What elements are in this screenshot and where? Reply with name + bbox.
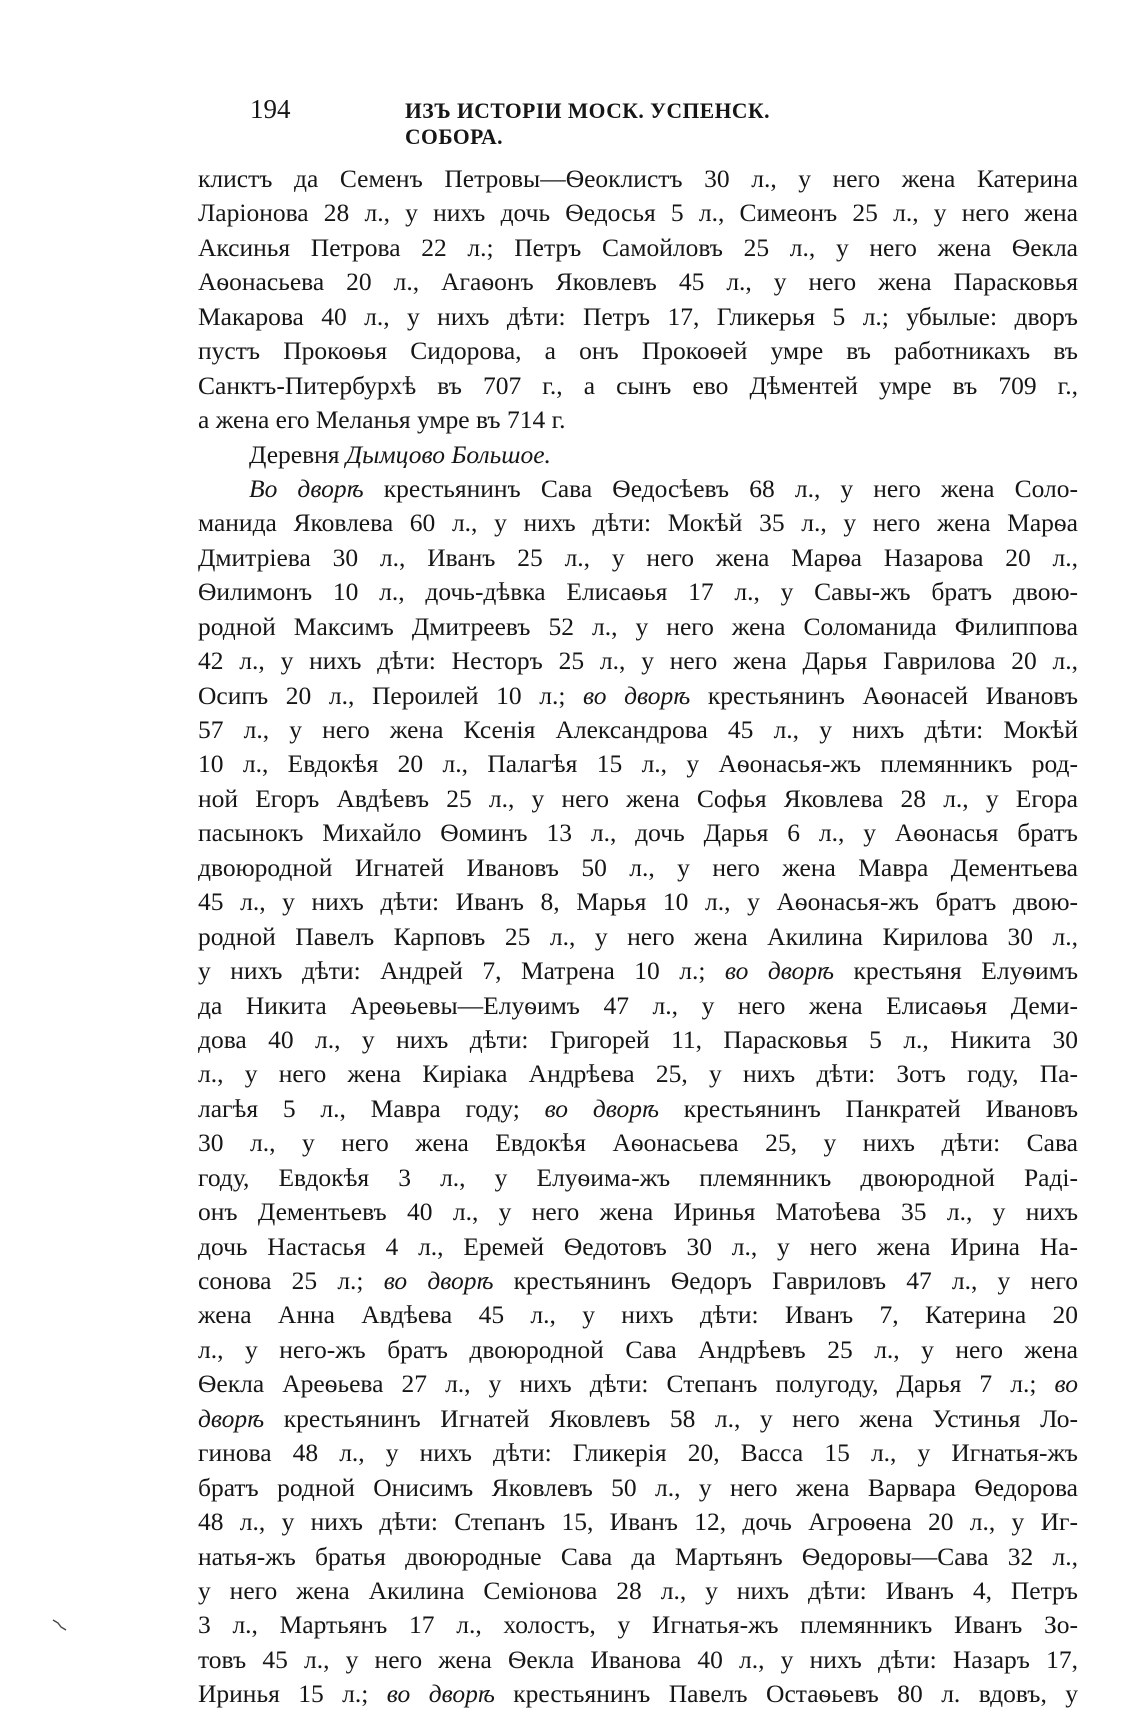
text-line	[198, 885, 1078, 919]
text-line	[198, 1092, 1078, 1126]
italic-phrase: дворѣ	[198, 1403, 265, 1433]
text-line	[198, 403, 1078, 437]
text-line	[198, 575, 1078, 609]
text-line	[198, 541, 1078, 575]
text-line	[198, 644, 1078, 678]
text-line	[198, 196, 1078, 230]
text-line	[198, 1574, 1078, 1608]
text-line-content: 42 л., у нихъ дѣти: Несторъ 25 л., у него жена Дарья Гаврилова 20 л.,	[198, 646, 1078, 676]
text-line-content: крестьянинъ Сава Ѳедосѣевъ 68 л., у него жена Соло-	[363, 473, 1078, 503]
text-line-content: у него жена Акилина Семіонова 28 л., у нихъ дѣти: Иванъ 4, Петръ	[198, 1575, 1078, 1605]
text-line-content: Ѳилимонъ 10 л., дочь-дѣвка Елисаѳья 17 л., у Савы-жъ братъ двою-	[198, 577, 1078, 607]
text-line	[198, 1161, 1078, 1195]
text-line-content: манида Яковлева 60 л., у нихъ дѣти: Мокѣй 35 л., у него жена Марѳа	[198, 508, 1078, 538]
text-line	[198, 747, 1078, 781]
text-line	[198, 1126, 1078, 1160]
italic-phrase: во	[1054, 1369, 1078, 1399]
text-line	[198, 369, 1078, 403]
text-line	[198, 989, 1078, 1023]
text-line	[198, 1195, 1078, 1229]
text-line-content: двоюродной Игнатей Ивановъ 50 л., у него жена Мавра Дементьева	[198, 852, 1078, 882]
text-line-content: братъ родной Онисимъ Яковлевъ 50 л., у него жена Варвара Ѳедорова	[198, 1472, 1078, 1502]
text-line-content: лагѣя 5 л., Мавра году;	[198, 1093, 545, 1123]
text-line-content: ной Егоръ Авдѣевъ 25 л., у него жена Софья Яковлева 28 л., у Егора	[198, 783, 1078, 813]
text-line	[198, 1643, 1078, 1677]
text-line-content: крестьянинъ Игнатей Яковлевъ 58 л., у него жена Устинья Ло-	[264, 1403, 1078, 1433]
text-line	[198, 851, 1078, 885]
text-line	[198, 300, 1078, 334]
text-line-content: пустъ Прокоѳья Сидорова, а онъ Прокоѳей умре въ работникахъ въ	[198, 336, 1078, 366]
text-line-content: Иринья 15 л.;	[198, 1679, 387, 1709]
text-line-content: Макарова 40 л., у нихъ дѣти: Петръ 17, Гликерья 5 л.; убылые: дворъ	[198, 301, 1078, 331]
text-line	[198, 506, 1078, 540]
text-line-content: гинова 48 л., у нихъ дѣти: Гликерія 20, Васса 15 л., у Игнатья-жъ	[198, 1438, 1078, 1468]
text-line-content: родной Павелъ Карповъ 25 л., у него жена Акилина Кирилова 30 л.,	[198, 921, 1078, 951]
text-line-content: л., у него жена Киріака Андрѣева 25, у нихъ дѣти: Зотъ году, Па-	[198, 1059, 1078, 1089]
text-line	[198, 713, 1078, 747]
text-line	[198, 472, 1078, 506]
italic-phrase: во дворѣ	[583, 680, 691, 710]
text-line-content: 48 л., у нихъ дѣти: Степанъ 15, Иванъ 12, дочь Агроѳена 20 л., у Иг-	[198, 1507, 1078, 1537]
text-line	[198, 1264, 1078, 1298]
page-number: 194	[250, 94, 291, 124]
text-line-content: крестьянинъ Ѳедоръ Гавриловъ 47 л., у него	[493, 1266, 1078, 1295]
text-line-content: 3 л., Мартьянъ 17 л., холостъ, у Игнатья-жъ племянникъ Иванъ Зо-	[198, 1610, 1078, 1640]
text-line-content: натья-жъ братья двоюродные Сава да Мартьянъ Ѳедоровы—Сава 32 л.,	[198, 1541, 1078, 1571]
text-line-content: Аксинья Петрова 22 л.; Петръ Самойловъ 25 л., у него жена Ѳекла	[198, 232, 1078, 262]
text-line-content: крестьянинъ Панкратей Ивановъ	[658, 1093, 1079, 1123]
text-line	[198, 816, 1078, 850]
text-line	[198, 1333, 1078, 1367]
text-line-content: онъ Дементьевъ 40 л., у него жена Иринья Матоѣева 35 л., у нихъ	[198, 1197, 1078, 1227]
text-line	[198, 1298, 1078, 1332]
text-line-content: Аѳонасьева 20 л., Агаѳонъ Яковлевъ 45 л., у него жена Парасковья	[198, 267, 1078, 297]
text-line-content: году, Евдокѣя 3 л., у Елуѳима-жъ племянникъ двоюродной Раді-	[198, 1162, 1078, 1192]
text-line-content: дова 40 л., у нихъ дѣти: Григорей 11, Парасковья 5 л., Никита 30	[198, 1024, 1078, 1054]
running-head: ИЗЪ ИСТОРІИ МОСК. УСПЕНСК. СОБОРА.	[405, 98, 770, 149]
body-text	[198, 162, 1078, 1712]
text-line	[198, 679, 1078, 713]
text-line-content: а жена его Меланья умре въ 714 г.	[198, 405, 566, 435]
text-line	[198, 1057, 1078, 1091]
text-line	[198, 1402, 1078, 1436]
text-line-content: да Никита Ареѳьевы—Елуѳимъ 47 л., у него жена Елисаѳья Деми-	[198, 990, 1078, 1020]
text-line-content: Деревня	[249, 439, 346, 469]
text-line	[198, 1608, 1078, 1642]
text-line	[198, 782, 1078, 816]
text-line	[198, 265, 1078, 299]
text-line	[198, 1436, 1078, 1470]
italic-phrase: во дворѣ	[383, 1266, 494, 1295]
text-line	[198, 1230, 1078, 1264]
text-line-content: клистъ да Семенъ Петровы—Ѳеоклистъ 30 л., у него жена Катерина	[198, 164, 1078, 193]
text-line	[198, 1367, 1078, 1401]
text-line	[198, 920, 1078, 954]
text-line-content: родной Максимъ Дмитреевъ 52 л., у него жена Соломанида Филиппова	[198, 611, 1078, 641]
text-line	[198, 1023, 1078, 1057]
text-line-content: сонова 25 л.;	[198, 1266, 384, 1295]
text-line-content: Санктъ-Питербурхѣ въ 707 г., а сынъ ево Дѣментей умре въ 709 г.,	[198, 370, 1078, 400]
text-line-content: у нихъ дѣти: Андрей 7, Матрена 10 л.;	[198, 956, 725, 986]
text-line-content: Ларіонова 28 л., у нихъ дочь Ѳедосья 5 л., Симеонъ 25 л., у него жена	[198, 198, 1078, 228]
text-line-content: 57 л., у него жена Ксенія Александрова 45 л., у нихъ дѣти: Мокѣй	[198, 715, 1078, 744]
text-line-content: жена Анна Авдѣева 45 л., у нихъ дѣти: Иванъ 7, Катерина 20	[198, 1300, 1078, 1330]
text-line-content: крестьянинъ Павелъ Остаѳьевъ 80 л. вдовъ, у	[494, 1679, 1078, 1709]
text-line-content: дочь Настасья 4 л., Еремей Ѳедотовъ 30 л., у него жена Ирина На-	[198, 1231, 1078, 1261]
text-line	[198, 162, 1078, 196]
text-line-content: Осипъ 20 л., Пероилей 10 л.;	[198, 680, 584, 710]
text-line-content: л., у него-жъ братъ двоюродной Сава Андрѣевъ 25 л., у него жена	[198, 1334, 1078, 1364]
text-line-content: крестьяня Елуѳимъ	[834, 956, 1079, 986]
text-line-content: 45 л., у нихъ дѣти: Иванъ 8, Марья 10 л., у Аѳонасья-жъ братъ двою-	[198, 887, 1078, 917]
text-line-content: 10 л., Евдокѣя 20 л., Палагѣя 15 л., у Аѳонасья-жъ племянникъ род-	[198, 749, 1078, 779]
italic-phrase: Дымцово Большое.	[345, 439, 551, 469]
text-line-content: Ѳекла Ареѳьева 27 л., у нихъ дѣти: Степанъ полугоду, Дарья 7 л.;	[198, 1369, 1055, 1399]
italic-phrase: во дворѣ	[386, 1679, 495, 1709]
text-line-content: пасынокъ Михайло Ѳоминъ 13 л., дочь Дарья 6 л., у Аѳонасья братъ	[198, 818, 1078, 848]
italic-phrase: Во дворѣ	[249, 473, 364, 503]
text-line	[198, 438, 1078, 472]
text-line-content: 30 л., у него жена Евдокѣя Аѳонасьева 25, у нихъ дѣти: Сава	[198, 1128, 1078, 1158]
italic-phrase: во дворѣ	[544, 1093, 659, 1123]
text-line	[198, 334, 1078, 368]
text-line	[198, 954, 1078, 988]
text-line	[198, 1677, 1078, 1711]
page-header	[250, 92, 880, 149]
text-line-content: крестьянинъ Аѳонасей Ивановъ	[690, 680, 1079, 710]
text-line-content: Дмитріева 30 л., Иванъ 25 л., у него жена Марѳа Назарова 20 л.,	[198, 542, 1078, 572]
text-line-content: товъ 45 л., у него жена Ѳекла Иванова 40 л., у нихъ дѣти: Назаръ 17,	[198, 1644, 1078, 1674]
text-line	[198, 1540, 1078, 1574]
text-line	[198, 1471, 1078, 1505]
text-line	[198, 610, 1078, 644]
italic-phrase: во дворѣ	[724, 956, 834, 986]
text-line	[198, 231, 1078, 265]
stray-ink-mark	[52, 1618, 70, 1632]
text-line	[198, 1505, 1078, 1539]
